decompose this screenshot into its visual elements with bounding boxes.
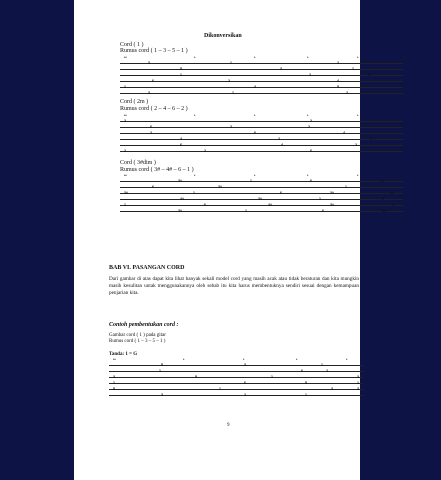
tab-4-string-4 — [109, 383, 363, 384]
tab-3-note: 1 — [245, 209, 247, 213]
tab-3-note: 1 — [250, 179, 252, 183]
tab-2-string-6 — [120, 151, 403, 152]
tab-4-header-4: * — [346, 358, 348, 362]
tab-4-string-3 — [109, 377, 363, 378]
tab-4-note: 5 — [161, 363, 163, 367]
tab-1-note: 3 — [280, 67, 282, 71]
tab-1-string-1 — [120, 63, 403, 64]
tab-3-note: 4# — [268, 203, 272, 207]
paragraph-text: Dari gambar di atas dapat kita lihat banyak sekali model cord yang masih acak atau tidak beraturan dan kita mungkin masih kesulitan untak menggunakannya oleh sebab itu kita harus membentuknya sendiri sesuai dengan kemampuan penjarian kita. — [109, 276, 359, 296]
tab-3-note: 6 — [382, 197, 384, 201]
tab-3-string-3 — [120, 193, 403, 194]
tab-2-header-3: * — [307, 114, 309, 118]
tuning-label: Tanda: 1 = G — [109, 352, 138, 357]
tab-2-note: 4 — [343, 131, 345, 135]
tab-3-note: 3# — [124, 191, 128, 195]
tab-3-note: 6 — [152, 185, 154, 189]
tab-2-note: 2 — [124, 149, 126, 153]
tab-2-header-2: * — [254, 114, 256, 118]
section-heading: BAB VI. PASANGAN CORD — [109, 265, 185, 271]
tab-3-note: 3# — [380, 179, 384, 183]
tab-4-note: 6 — [301, 369, 303, 373]
chord-2-formula: Rumus cord ( 2 – 4 – 6 – 2 ) — [120, 106, 188, 112]
tab-3-note: 3# — [258, 197, 262, 201]
tab-1-string-4 — [120, 81, 403, 82]
tab-4-note: 5 — [113, 387, 115, 391]
tab-1-note: 1 — [352, 67, 354, 71]
tab-2-note: 2 — [278, 137, 280, 141]
chord-1-formula: Rumus cord ( 1 – 3 – 5 – 1 ) — [120, 48, 188, 54]
tab-4-note: 3 — [161, 393, 163, 397]
tab-4-note: 3 — [113, 375, 115, 379]
tab-2-note: 6 — [150, 125, 152, 129]
tab-1-header-2: * — [254, 56, 256, 60]
tab-4 — [109, 358, 363, 397]
tab-4-note: 2 — [244, 393, 246, 397]
tab-1-string-6 — [120, 93, 403, 94]
tab-3-note: 1 — [124, 203, 126, 207]
tab-2-string-3 — [120, 133, 403, 134]
tab-3-header-0: ** — [124, 174, 127, 178]
tab-4-string-6 — [109, 395, 363, 396]
tab-3-note: 6 — [280, 191, 282, 195]
tab-2-note: 6 — [310, 149, 312, 153]
tab-2-note: 4 — [281, 143, 283, 147]
tab-3-note: 1 — [319, 197, 321, 201]
tab-3-header-1: * — [194, 174, 196, 178]
tab-4-note: 1 — [357, 381, 359, 385]
tab-4-note: 1 — [113, 381, 115, 385]
tab-3-string-6 — [120, 211, 403, 212]
tab-2-note: 2 — [150, 131, 152, 135]
tab-2-string-5 — [120, 145, 403, 146]
tab-2-note: 2 — [230, 125, 232, 129]
tab-3-note: 6 — [310, 179, 312, 183]
tab-4-note: 3 — [357, 375, 359, 379]
tab-2-note: 2 — [124, 119, 126, 123]
tab-4-header-2: * — [243, 358, 245, 362]
tab-3-note: 1 — [345, 185, 347, 189]
tab-2-header-1: * — [194, 114, 196, 118]
tab-3-note: 3# — [330, 203, 334, 207]
tab-1-header-4: * — [357, 56, 359, 60]
tab-1-note: 2 — [337, 61, 339, 65]
tab-4-header-3: * — [296, 358, 298, 362]
tab-1-note: 5 — [337, 85, 339, 89]
tab-2-note: 2 — [204, 149, 206, 153]
tab-2-string-1 — [120, 121, 403, 122]
tab-2-string-2 — [120, 127, 403, 128]
tab-1-header-3: * — [307, 56, 309, 60]
tab-1-note: 2 — [346, 91, 348, 95]
tab-1-note: 3 — [148, 91, 150, 95]
tab-2-note: 2 — [310, 119, 312, 123]
tab-1-note: 4 — [254, 85, 256, 89]
tab-3-note: 1 — [392, 203, 394, 207]
page-title: Dikonversikan — [204, 33, 242, 39]
tab-4-note: 1 — [271, 375, 273, 379]
tab-3-header-4: * — [357, 174, 359, 178]
document-page — [74, 0, 394, 480]
tab-4-note: 5 — [305, 381, 307, 385]
tab-4-note: 3 — [331, 387, 333, 391]
tab-3-note: 3# — [390, 191, 394, 195]
tab-4-note: 6 — [244, 381, 246, 385]
tab-1-string-3 — [120, 75, 403, 76]
tab-1-note: 3 — [368, 73, 370, 77]
tab-3-string-1 — [120, 181, 403, 182]
tab-4-header-1: * — [183, 358, 185, 362]
tab-3-header-2: * — [254, 174, 256, 178]
tab-4-note: 5 — [195, 375, 197, 379]
tab-1-string-2 — [120, 69, 403, 70]
tab-1-note: 4 — [337, 79, 339, 83]
tab-2-note: 6 — [254, 131, 256, 135]
chord-1-name: Cord ( 1 ) — [120, 42, 144, 48]
tab-4-note: 1 — [321, 363, 323, 367]
chord-3-formula: Rumus cord ( 3# – 4# – 6 – 1 ) — [120, 167, 194, 173]
tab-1-note: 1 — [180, 73, 182, 77]
tab-3-string-5 — [120, 205, 403, 206]
chord-3-name: Cord ( 3#dim ) — [120, 160, 156, 166]
tab-1-note: 1 — [230, 61, 232, 65]
tab-4-header-0: ** — [113, 358, 116, 362]
example-heading: Contoh pembentukan cord : — [109, 322, 179, 328]
chord-2-name: Cord ( 2m ) — [120, 99, 149, 105]
tab-4-string-1 — [109, 365, 363, 366]
tab-2-note: 4 — [180, 137, 182, 141]
tab-2-header-4: * — [357, 114, 359, 118]
tab-3-note: 3# — [178, 179, 182, 183]
tab-2 — [120, 114, 403, 153]
tab-2-note: 2 — [355, 143, 357, 147]
page-number: 9 — [227, 423, 230, 428]
tab-4-string-5 — [109, 389, 363, 390]
tab-3 — [120, 174, 403, 213]
tab-1 — [120, 56, 403, 95]
tab-2-note: 6 — [370, 137, 372, 141]
tab-1-note: 6 — [152, 79, 154, 83]
tab-1-header-0: ** — [124, 56, 127, 60]
tab-1-note: 2 — [228, 79, 230, 83]
tab-2-note: 6 — [180, 143, 182, 147]
tab-1-string-5 — [120, 87, 403, 88]
tab-2-note: 2 — [308, 125, 310, 129]
tab-4-note: 1 — [159, 369, 161, 373]
tab-4-note: 3 — [244, 363, 246, 367]
tab-3-header-3: * — [307, 174, 309, 178]
tab-3-note: 3# — [218, 185, 222, 189]
tab-2-header-0: ** — [124, 114, 127, 118]
tab-2-string-4 — [120, 139, 403, 140]
tab-1-note: 5 — [180, 67, 182, 71]
tab-1-note: 1 — [124, 85, 126, 89]
example-line-1: Gambar cord ( 1 ) pada gitar — [109, 333, 166, 338]
tab-4-note: 3 — [357, 387, 359, 391]
tab-3-string-2 — [120, 187, 403, 188]
tab-4-note: 1 — [219, 387, 221, 391]
tab-1-note: 1 — [232, 91, 234, 95]
tab-1-note: 2 — [309, 73, 311, 77]
tab-3-note: 6 — [322, 209, 324, 213]
section-paragraph — [109, 276, 359, 305]
tab-3-note: 3# — [330, 191, 334, 195]
tab-4-note: 1 — [305, 393, 307, 397]
tab-3-note: 6 — [204, 203, 206, 207]
tab-3-note: 3# — [178, 209, 182, 213]
tab-1-header-1: * — [194, 56, 196, 60]
tab-4-string-2 — [109, 371, 363, 372]
tab-3-note: 1 — [193, 191, 195, 195]
example-line-2: Rumus cord ( 1 – 3 – 5 – 1 ) — [109, 339, 166, 344]
tab-1-note: 3 — [148, 61, 150, 65]
tab-3-note: 4# — [382, 209, 386, 213]
tab-3-note: 4# — [180, 197, 184, 201]
tab-4-note: 2 — [326, 369, 328, 373]
